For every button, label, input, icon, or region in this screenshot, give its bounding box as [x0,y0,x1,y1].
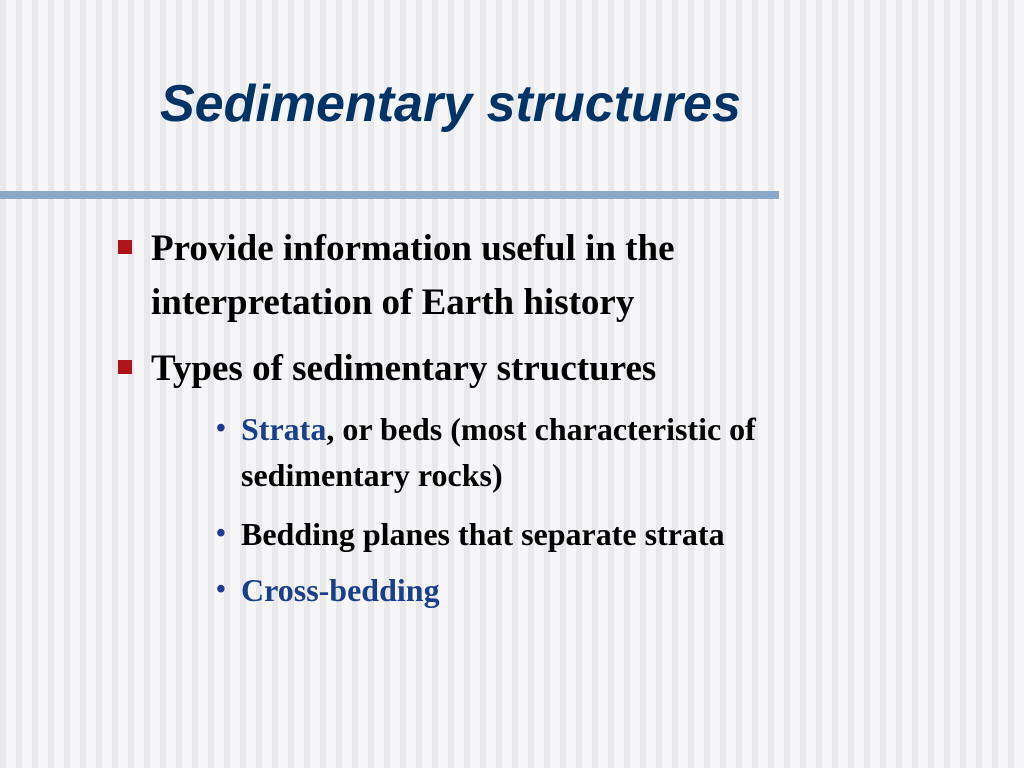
bullet-item-1 [118,222,838,330]
dot-bullet-icon: • [216,518,226,549]
sub-bullet-item-1 [216,406,896,498]
sub-bullet-rest-text: , or beds (most characteristic of sedimentary rocks) [241,411,756,493]
sub-bullet-item-2 [216,511,896,557]
square-bullet-icon [118,240,132,254]
sub-bullet-text: Bedding planes that separate strata [241,516,725,552]
dot-bullet-icon: • [216,413,226,444]
bullet-text: Types of sedimentary structures [151,348,657,389]
slide-title: Sedimentary structures [160,75,741,133]
bullet-item-2 [118,342,838,396]
square-bullet-icon [118,360,132,374]
sub-bullet-accent-term: Cross-bedding [241,572,440,608]
sub-bullet-item-3 [216,567,896,613]
dot-bullet-icon: • [216,574,226,605]
sub-bullet-text [241,406,896,498]
sub-bullet-accent-term: Strata [241,411,327,447]
bullet-text: Provide information useful in the interpretation of Earth history [151,228,675,323]
